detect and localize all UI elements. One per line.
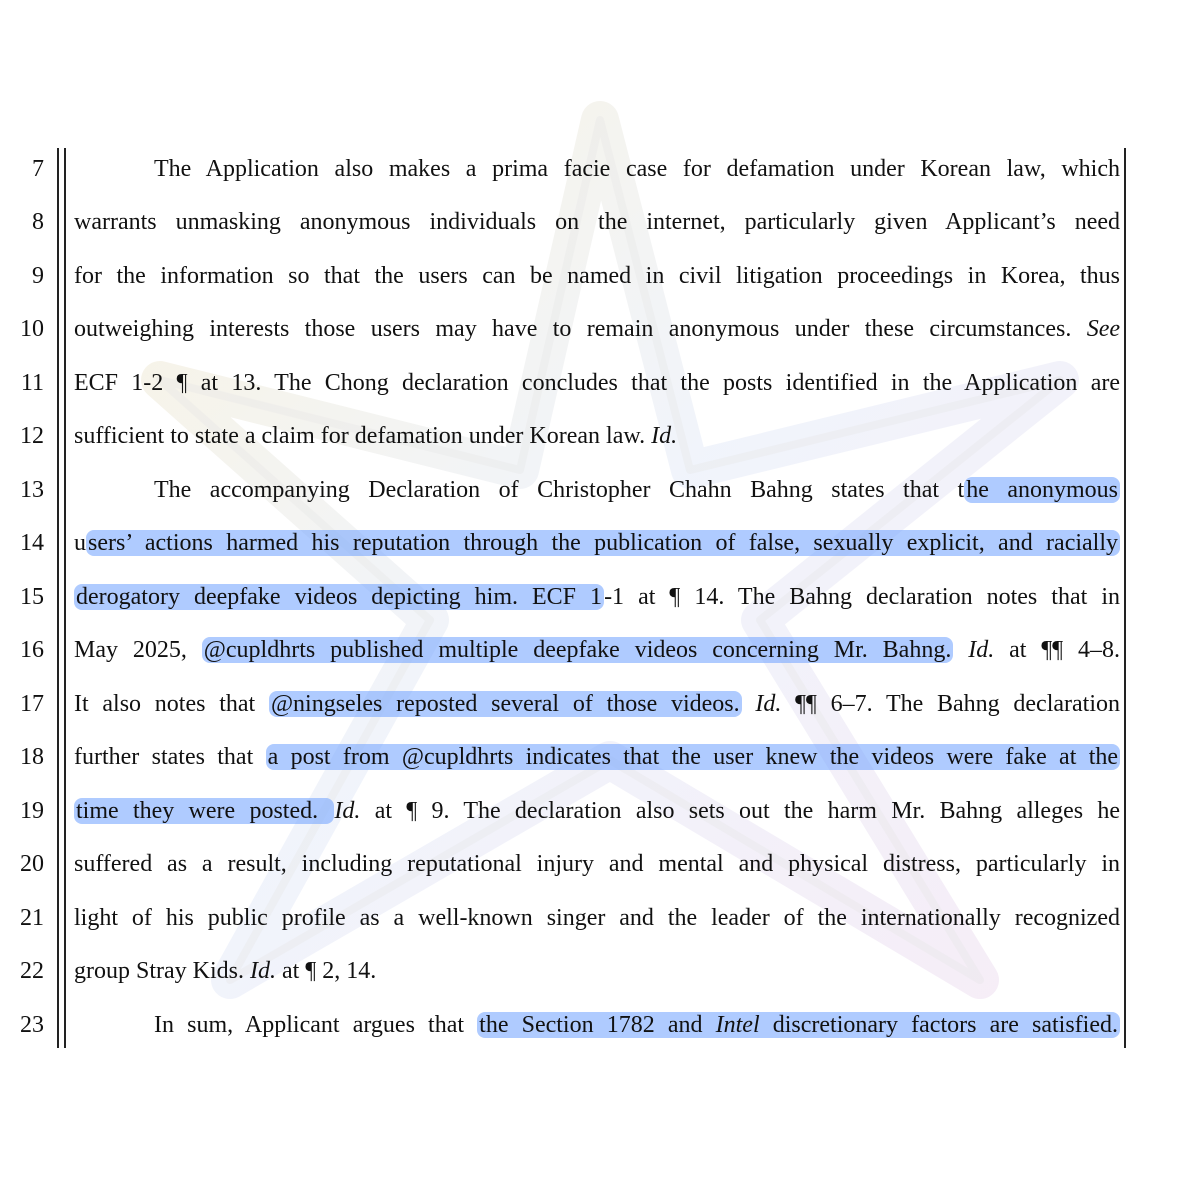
text-run: at ¶¶ 4–8. xyxy=(994,637,1121,663)
line-number: 23 xyxy=(20,1012,44,1038)
highlighted-text xyxy=(477,1012,1120,1038)
highlighted-text: derogatory deepfake videos depicting him. ECF 1 xyxy=(76,584,603,610)
text-run: In sum, Applicant argues that xyxy=(154,1012,478,1038)
text-line xyxy=(74,474,1120,506)
text-line xyxy=(74,581,1120,613)
text-line xyxy=(74,795,1120,827)
text-run: The Application also makes a prima facie case for defamation under Korean law, which xyxy=(154,156,1120,182)
left-margin-rule-inner xyxy=(64,148,66,1048)
text-run: ECF 1-2 ¶ at 13. The Chong declaration concludes that the posts identified in the Application are xyxy=(74,370,1120,396)
text-line xyxy=(74,902,1120,934)
text-line xyxy=(74,848,1120,880)
text-line xyxy=(74,206,1120,238)
highlighted-text: he anonymous xyxy=(966,477,1119,503)
line-number: 13 xyxy=(20,477,44,503)
text-run: further states that xyxy=(74,744,266,770)
line-number: 20 xyxy=(20,851,44,877)
text-line xyxy=(74,1009,1120,1041)
text-run: for the information so that the users can be named in civil litigation proceedings in Korea, thus xyxy=(74,263,1120,289)
text-run: at ¶ 9. The declaration also sets out the harm Mr. Bahng alleges he xyxy=(360,798,1121,824)
citation-id: Id. xyxy=(651,423,678,449)
right-margin-rule xyxy=(1124,148,1126,1048)
text-run: May 2025, xyxy=(74,637,202,663)
line-number: 15 xyxy=(20,584,44,610)
case-name: Intel xyxy=(715,1012,760,1038)
line-number: 16 xyxy=(20,637,44,663)
text-run: The accompanying Declaration of Christopher Chahn Bahng states that t xyxy=(154,477,965,503)
line-number: 7 xyxy=(32,156,44,182)
text-line xyxy=(74,741,1120,773)
text-run: suffered as a result, including reputational injury and mental and physical distress, particularly in xyxy=(74,851,1120,877)
text-run: sufficient to state a claim for defamation under Korean law. xyxy=(74,423,652,449)
text-line xyxy=(74,634,1120,666)
highlighted-text: time they were posted. xyxy=(76,798,333,824)
line-number: 18 xyxy=(20,744,44,770)
highlighted-text: @cupldhrts published multiple deepfake videos concerning Mr. Bahng. xyxy=(203,637,952,663)
highlighted-text: @ningseles reposted several of those videos. xyxy=(270,691,740,717)
line-number: 17 xyxy=(20,691,44,717)
text-line xyxy=(74,153,1120,185)
line-number: 11 xyxy=(20,370,44,396)
line-number: 14 xyxy=(20,530,44,556)
text-run: ¶¶ 6–7. The Bahng declaration xyxy=(781,691,1121,717)
citation-id: Id. xyxy=(755,691,782,717)
highlighted-text: a post from @cupldhrts indicates that the user knew the videos were fake at the xyxy=(267,744,1119,770)
citation-id: Id. xyxy=(250,958,276,984)
line-number: 9 xyxy=(32,263,44,289)
text-line xyxy=(74,955,1120,987)
text-run: at ¶ 2, 14. xyxy=(276,958,377,984)
text-run: group Stray Kids. xyxy=(74,958,250,984)
text-run: u xyxy=(74,530,86,556)
text-run: warrants unmasking anonymous individuals on the internet, particularly given Applicant’s need xyxy=(74,209,1120,235)
text-line xyxy=(74,260,1120,292)
citation-signal: See xyxy=(1086,316,1120,342)
citation-id: Id. xyxy=(334,798,361,824)
left-margin-rule-outer xyxy=(57,148,59,1048)
citation-id: Id. xyxy=(968,637,995,663)
text-run xyxy=(953,637,968,663)
highlighted-text-run: discretionary factors are satisfied. xyxy=(759,1012,1118,1038)
text-run xyxy=(742,691,756,717)
highlighted-text: sers’ actions harmed his reputation through the publication of false, sexually explicit, and racially xyxy=(88,530,1118,556)
line-number: 19 xyxy=(20,798,44,824)
text-line xyxy=(74,527,1120,559)
line-number: 10 xyxy=(20,316,44,342)
line-number: 21 xyxy=(20,905,44,931)
text-line xyxy=(74,420,1120,452)
text-run: light of his public profile as a well-known singer and the leader of the internationally recognized xyxy=(74,905,1120,931)
text-run: -1 at ¶ 14. The Bahng declaration notes that in xyxy=(604,584,1120,610)
text-run: It also notes that xyxy=(74,691,269,717)
line-number: 8 xyxy=(32,209,44,235)
highlighted-text-run: the Section 1782 and xyxy=(479,1012,716,1038)
text-line xyxy=(74,367,1120,399)
line-number: 12 xyxy=(20,423,44,449)
line-number: 22 xyxy=(20,958,44,984)
text-run: outweighing interests those users may have to remain anonymous under these circumstances. xyxy=(74,316,1087,342)
text-line xyxy=(74,688,1120,720)
text-line xyxy=(74,313,1120,345)
